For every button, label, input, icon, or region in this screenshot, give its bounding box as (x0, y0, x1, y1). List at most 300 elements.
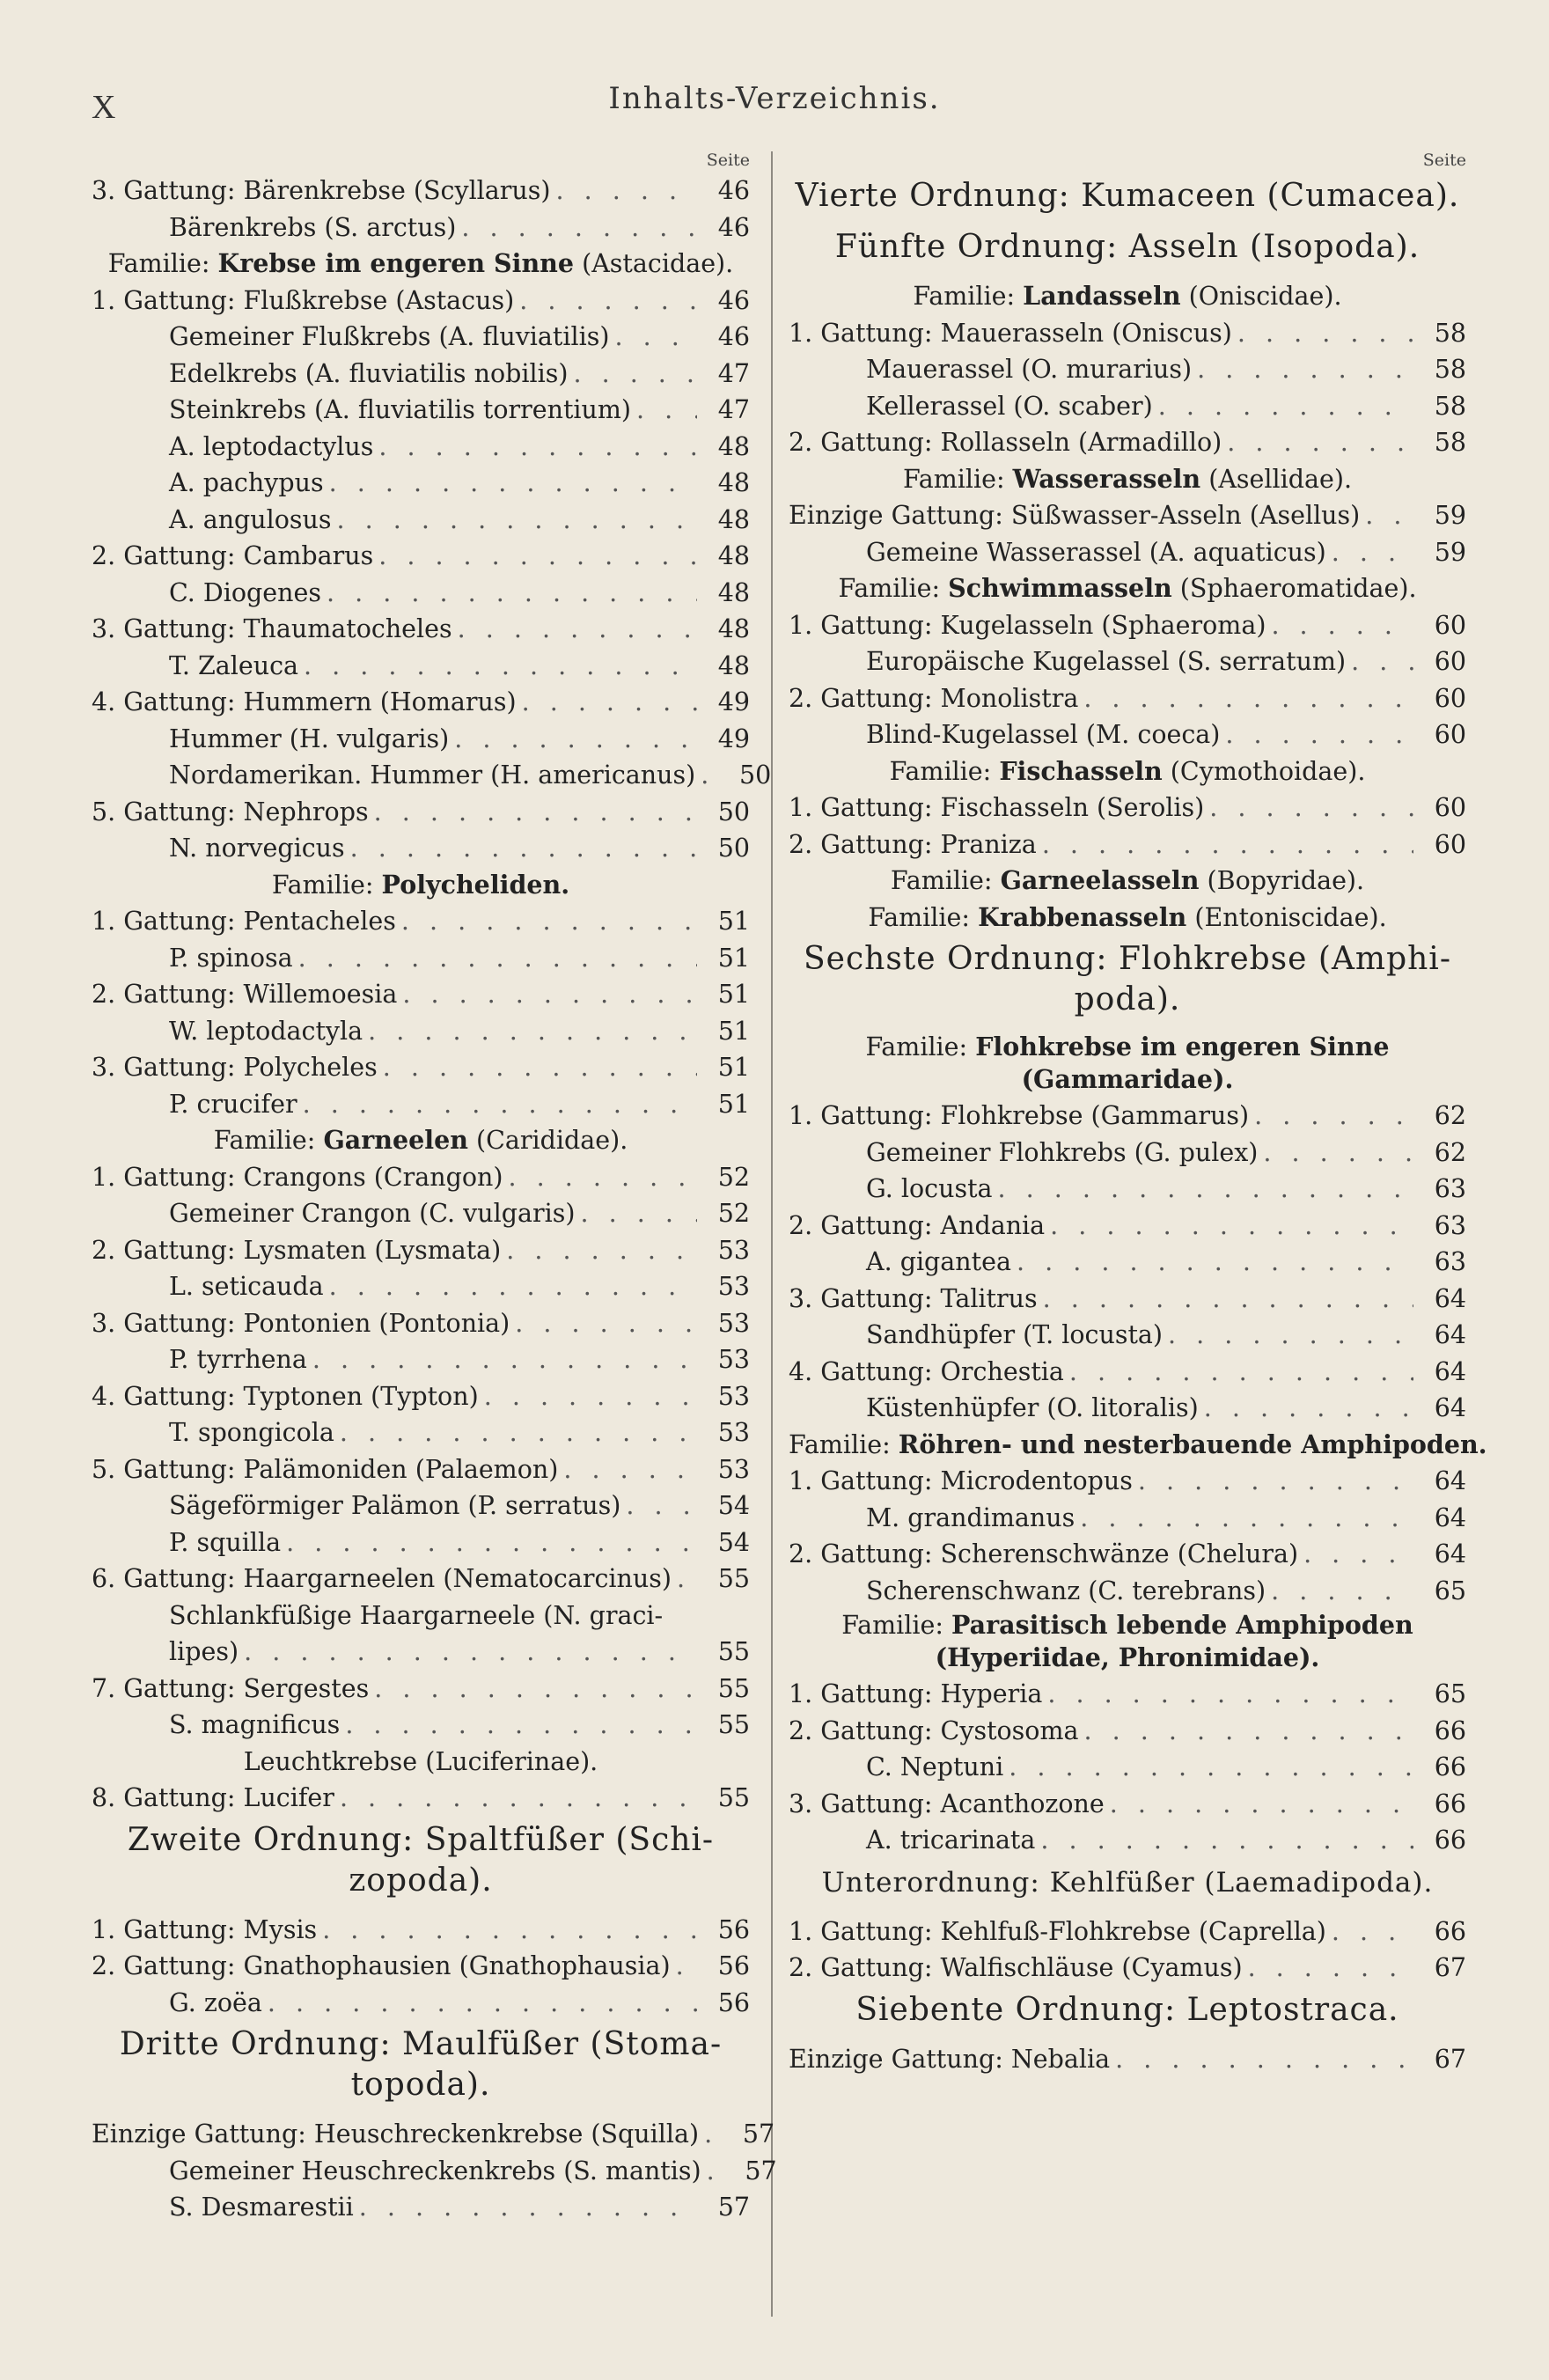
order-heading-line: Unterordnung: Kehlfüßer (Laemadipoda). (821, 1866, 1434, 1899)
entry-page-number: 63 (1434, 1210, 1466, 1240)
dot-leader (1197, 351, 1413, 388)
entry-page-number: 67 (1434, 2044, 1466, 2074)
genus-entry (789, 1786, 1466, 1823)
species-entry (92, 209, 750, 246)
genus-entry (789, 424, 1466, 461)
entry-page-number: 51 (717, 907, 750, 936)
entry-text: 2. Gattung: Cystosoma (789, 1715, 1079, 1745)
entry-page-number: 53 (717, 1454, 750, 1484)
family-prefix: Familie: (868, 902, 979, 932)
dot-leader (1271, 1573, 1413, 1610)
entry-text: P. crucifer (169, 1089, 297, 1119)
entry-text: 3. Gattung: Thaumatocheles (92, 614, 452, 643)
entry-text: Edelkrebs (A. fluviatilis nobilis) (169, 358, 569, 388)
entry-text: Sandhüpfer (T. locusta) (866, 1320, 1164, 1349)
dot-leader (1225, 716, 1413, 753)
family-prefix: Familie: (213, 1126, 324, 1155)
species-entry (92, 1013, 750, 1050)
entry-page-number: 50 (717, 834, 750, 863)
species-entry (92, 429, 750, 466)
family-name: Garneelen (323, 1125, 468, 1155)
dot-leader (701, 757, 718, 794)
dot-leader (1227, 424, 1413, 461)
genus-entry (789, 1914, 1466, 1950)
species-entry (789, 1171, 1466, 1208)
family-heading (92, 246, 750, 283)
entry-text: P. squilla (169, 1527, 282, 1557)
family-heading (92, 1122, 750, 1159)
family-latin-name: (Carididae). (467, 1126, 628, 1155)
species-entry (92, 392, 750, 429)
entry-page-number: 62 (1434, 1137, 1466, 1167)
entry-page-number: 54 (717, 1527, 750, 1557)
order-heading-line: Dritte Ordnung: Maulfüßer (Stoma- (119, 2026, 723, 2062)
family-heading (92, 867, 750, 904)
order-heading-line: Vierte Ordnung: Kumaceen (Cumacea). (795, 178, 1460, 214)
entry-page-number: 51 (717, 1016, 750, 1046)
dot-leader (677, 1561, 697, 1598)
genus-entry (92, 538, 750, 575)
entry-page-number: 60 (1434, 720, 1466, 749)
entry-text: 3. Gattung: Talitrus (789, 1283, 1038, 1313)
entry-text: Einzige Gattung: Nebalia (789, 2044, 1111, 2074)
order-heading-line: Siebente Ordnung: Leptostraca. (855, 1991, 1399, 2028)
dot-leader (676, 1948, 697, 1985)
entry-page-number: 58 (1434, 318, 1466, 348)
entry-page-number: 60 (1434, 683, 1466, 713)
family-name: Schwimmasseln (948, 573, 1172, 603)
order-heading (789, 227, 1466, 273)
family-heading (789, 1609, 1466, 1676)
dot-leader (340, 1414, 697, 1451)
entry-page-number: 66 (1434, 1715, 1466, 1745)
family-name: Wasserasseln (1012, 463, 1201, 494)
genus-entry (92, 1305, 750, 1342)
entry-text: A. tricarinata (866, 1825, 1036, 1855)
species-entry (789, 1749, 1466, 1786)
entry-text: 2. Gattung: Praniza (789, 829, 1037, 859)
dot-leader (368, 1013, 697, 1050)
entry-text: 3. Gattung: Polycheles (92, 1053, 378, 1082)
genus-entry (92, 1451, 750, 1488)
family-prefix: Familie: (841, 1611, 951, 1640)
family-latin-name: (Gammaridae). (1021, 1064, 1234, 1094)
entry-text: Blind-Kugelassel (M. coeca) (866, 720, 1221, 749)
entry-text: 5. Gattung: Nephrops (92, 797, 369, 826)
dot-leader (626, 1488, 697, 1524)
genus-entry (789, 790, 1466, 826)
order-heading (789, 939, 1466, 1025)
dot-leader (1040, 1822, 1413, 1859)
entry-page-number: 53 (717, 1272, 750, 1301)
species-entry (92, 575, 750, 612)
species-entry (789, 643, 1466, 680)
dot-leader (374, 1671, 697, 1708)
entry-text: Einzige Gattung: Heuschreckenkrebse (Squilla) (92, 2119, 700, 2149)
entry-text: A. angulosus (169, 504, 332, 534)
entry-text: Hummer (H. vulgaris) (169, 724, 450, 753)
species-entry (92, 1985, 750, 2022)
entry-text: Steinkrebs (A. fluviatilis torrentium) (169, 395, 632, 424)
dot-leader (509, 1159, 697, 1196)
dot-leader (327, 575, 697, 612)
entry-page-number: 59 (1434, 501, 1466, 530)
dot-leader (1080, 1500, 1413, 1537)
species-entry (789, 1317, 1466, 1354)
family-prefix: Familie: (902, 464, 1013, 494)
dot-leader (298, 940, 697, 977)
dot-leader (303, 1086, 697, 1123)
entry-text: 1. Gattung: Pentacheles (92, 907, 396, 936)
entry-text: Gemeine Wasserassel (A. aquaticus) (866, 537, 1326, 567)
order-heading-line: Sechste Ordnung: Flohkrebse (Amphi- (804, 941, 1451, 977)
entry-page-number: 55 (717, 1564, 750, 1593)
genus-entry (789, 315, 1466, 352)
entry-page-number: 60 (1434, 610, 1466, 640)
entry-text: T. Zaleuca (169, 650, 299, 680)
entry-text: 5. Gattung: Palämoniden (Palaemon) (92, 1454, 559, 1484)
entry-page-number: 51 (717, 1053, 750, 1082)
entry-text: 3. Gattung: Pontonien (Pontonia) (92, 1308, 510, 1338)
dot-leader (304, 648, 697, 685)
dot-leader (1365, 497, 1413, 534)
entry-page-number: 48 (717, 431, 750, 461)
entry-page-number: 64 (1434, 1466, 1466, 1495)
genus-entry (789, 1098, 1466, 1135)
species-entry (789, 716, 1466, 753)
entry-text: 1. Gattung: Kugelasseln (Sphaeroma) (789, 610, 1266, 640)
genus-entry (789, 497, 1466, 534)
entry-text: 2. Gattung: Walfischläuse (Cyamus) (789, 1953, 1243, 1982)
entry-text: Kellerassel (O. scaber) (866, 391, 1153, 421)
right-column (789, 148, 1487, 2077)
entry-text: P. spinosa (169, 943, 293, 973)
entry-text: T. spongicola (169, 1418, 334, 1447)
entry-text: 2. Gattung: Andania (789, 1210, 1046, 1240)
entry-page-number: 64 (1434, 1393, 1466, 1422)
entry-page-number: 65 (1434, 1679, 1466, 1708)
entry-text: 4. Gattung: Orchestia (789, 1356, 1064, 1386)
entry-page-number: 48 (717, 614, 750, 643)
entry-text: 1. Gattung: Mauerasseln (Oniscus) (789, 318, 1232, 348)
family-latin-name: (Entoniscidae). (1186, 902, 1387, 932)
entry-page-number: 62 (1434, 1101, 1466, 1130)
entry-text: 2. Gattung: Scherenschwänze (Chelura) (789, 1539, 1299, 1568)
entry-text: 1. Gattung: Crangons (Crangon) (92, 1162, 503, 1192)
family-heading (789, 753, 1466, 790)
species-entry (789, 1390, 1466, 1427)
entry-page-number: 58 (1434, 428, 1466, 457)
dot-leader (378, 429, 697, 466)
entry-text: Gemeiner Crangon (C. vulgaris) (169, 1199, 576, 1228)
family-prefix: Familie: (889, 756, 1000, 786)
species-entry (789, 1500, 1466, 1537)
dot-leader (1017, 1244, 1413, 1281)
dot-leader (340, 1780, 697, 1817)
family-heading (789, 1427, 1487, 1464)
entry-text: Einzige Gattung: Süßwasser-Asseln (Asellus) (789, 501, 1361, 530)
genus-entry (92, 684, 750, 721)
genus-entry (789, 1713, 1466, 1750)
entry-page-number: 64 (1434, 1356, 1466, 1386)
dot-leader (268, 1985, 697, 2022)
order-heading-line: zopoda). (349, 1862, 493, 1899)
family-heading (789, 1031, 1466, 1098)
dot-leader (1138, 1463, 1413, 1500)
dot-leader (522, 684, 697, 721)
dot-leader (1332, 1914, 1413, 1950)
entry-text: S. Desmarestii (169, 2193, 354, 2222)
entry-text: 1. Gattung: Flußkrebse (Astacus) (92, 285, 515, 315)
family-name: Parasitisch lebende Amphipoden (951, 1610, 1413, 1640)
dot-leader (707, 2153, 724, 2190)
dot-leader (1263, 1135, 1413, 1172)
entry-text: A. leptodactylus (169, 431, 374, 461)
species-entry (92, 356, 750, 393)
species-entry (92, 1524, 750, 1561)
entry-page-number: 55 (717, 1637, 750, 1666)
entry-page-number: 64 (1434, 1502, 1466, 1532)
dot-leader (1168, 1317, 1413, 1354)
entry-page-number: 57 (717, 2193, 750, 2222)
dot-leader (1083, 680, 1413, 717)
entry-text: Bärenkrebs (S. arctus) (169, 212, 457, 242)
genus-entry (92, 1912, 750, 1949)
dot-leader (556, 173, 697, 209)
running-title: Inhalts-Verzeichnis. (608, 81, 941, 116)
dot-leader (458, 611, 697, 648)
entry-text: Sägeförmiger Palämon (P. serratus) (169, 1491, 621, 1520)
dot-leader (1332, 534, 1413, 571)
entry-text: S. magnificus (169, 1710, 341, 1739)
entry-page-number: 46 (717, 176, 750, 205)
genus-entry (92, 1049, 750, 1086)
entry-page-number: 53 (717, 1381, 750, 1411)
genus-entry (92, 1159, 750, 1196)
entry-page-number: 63 (1434, 1174, 1466, 1203)
dot-leader (401, 903, 697, 940)
order-heading (789, 176, 1466, 222)
column-divider (771, 151, 773, 2317)
order-heading (92, 1820, 750, 1906)
family-prefix: Familie: (271, 870, 382, 900)
entry-page-number: 58 (1434, 355, 1466, 384)
dot-leader (519, 283, 697, 320)
entry-page-number: 66 (1434, 1825, 1466, 1855)
entry-text: M. grandimanus (866, 1502, 1075, 1532)
entry-text: 1. Gattung: Flohkrebse (Gammarus) (789, 1101, 1250, 1130)
dot-leader (359, 2189, 697, 2226)
family-name: Fischasseln (999, 755, 1163, 786)
genus-entry (92, 1671, 750, 1708)
entry-page-number: 64 (1434, 1539, 1466, 1568)
entry-page-number: 52 (717, 1162, 750, 1192)
dot-leader (1047, 1676, 1413, 1713)
entry-text: 4. Gattung: Hummern (Homarus) (92, 687, 517, 716)
species-entry (92, 2153, 777, 2190)
entry-text: L. seticauda (169, 1272, 324, 1301)
species-entry (92, 1488, 750, 1524)
dot-leader (345, 1707, 697, 1744)
species-entry (789, 351, 1466, 388)
dot-leader (322, 1912, 697, 1949)
dot-leader (1042, 826, 1413, 863)
entry-text: Gemeiner Flohkrebs (G. pulex) (866, 1137, 1259, 1167)
dot-leader (1351, 643, 1413, 680)
entry-page-number: 48 (717, 504, 750, 534)
entry-page-number: 48 (717, 468, 750, 497)
entry-page-number: 47 (717, 358, 750, 388)
family-latin-name: (Hyperiidae, Phronimidae). (935, 1642, 1320, 1672)
entry-page-number: 46 (717, 212, 750, 242)
entry-text: 2. Gattung: Willemoesia (92, 980, 398, 1009)
family-prefix: Familie: (865, 1032, 976, 1061)
entry-text: 8. Gattung: Lucifer (92, 1783, 334, 1812)
family-latin-name: (Astacidae). (574, 249, 734, 278)
family-heading (92, 1744, 750, 1781)
family-name: Krabbenasseln (978, 901, 1187, 932)
genus-entry (789, 607, 1466, 644)
genus-entry (789, 826, 1466, 863)
family-name: Krebse im engeren Sinne (217, 248, 575, 278)
entry-page-number: 60 (1434, 793, 1466, 822)
family-name: Leuchtkrebse (Luciferinae). (243, 1746, 598, 1776)
genus-entry (92, 903, 750, 940)
entry-page-number: 55 (717, 1710, 750, 1739)
order-heading-line: Fünfte Ordnung: Asseln (Isopoda). (834, 229, 1421, 265)
species-entry (92, 1634, 750, 1671)
genus-entry (789, 1463, 1466, 1500)
order-heading (789, 1990, 1466, 2036)
order-heading-line: poda). (1074, 981, 1181, 1017)
entry-page-number: 50 (738, 760, 772, 790)
entry-text: 1. Gattung: Microdentopus (789, 1466, 1133, 1495)
genus-entry (92, 1378, 750, 1415)
entry-page-number: 64 (1434, 1283, 1466, 1313)
dot-leader (454, 721, 697, 758)
dot-leader (1209, 790, 1413, 826)
entry-text: 1. Gattung: Fischasseln (Serolis) (789, 793, 1205, 822)
family-name: Polycheliden. (381, 869, 570, 900)
species-entry (92, 757, 772, 794)
entry-text: 1. Gattung: Hyperia (789, 1679, 1043, 1708)
entry-text: Scherenschwanz (C. terebrans) (866, 1576, 1266, 1605)
dot-leader (1248, 1950, 1413, 1987)
entry-page-number: 58 (1434, 391, 1466, 421)
dot-leader (329, 465, 697, 502)
family-prefix: Familie: (838, 574, 949, 603)
entry-page-number: 64 (1434, 1320, 1466, 1349)
species-entry (789, 1135, 1466, 1172)
entry-text: C. Neptuni (866, 1752, 1004, 1781)
dot-leader (1110, 1786, 1413, 1823)
species-entry (92, 721, 750, 758)
genus-entry (92, 1232, 750, 1269)
entry-text: C. Diogenes (169, 577, 321, 607)
entry-page-number: 48 (717, 650, 750, 680)
dot-leader (573, 356, 697, 393)
entry-page-number: 56 (717, 1987, 750, 2017)
species-entry (92, 1086, 750, 1123)
species-entry (789, 1573, 1466, 1610)
entry-text: lipes) (169, 1637, 239, 1666)
genus-entry (789, 1950, 1466, 1987)
order-heading (789, 1862, 1466, 1908)
page-column-heading: Seite (1422, 151, 1466, 170)
genus-entry (92, 2116, 775, 2153)
dot-leader (312, 1341, 697, 1378)
entry-page-number: 67 (1434, 1953, 1466, 1982)
dot-leader (1254, 1098, 1413, 1135)
dot-leader (350, 830, 697, 867)
genus-entry (92, 1948, 750, 1985)
dot-leader (383, 1049, 697, 1086)
family-prefix: Familie: (890, 866, 1001, 895)
entry-text: 1. Gattung: Kehlfuß-Flohkrebse (Caprella) (789, 1916, 1326, 1946)
genus-entry (92, 173, 750, 209)
species-entry (92, 648, 750, 685)
genus-entry (92, 611, 750, 648)
dot-leader (636, 392, 697, 429)
entry-text: Europäische Kugelassel (S. serratum) (866, 647, 1347, 676)
species-entry (92, 1268, 750, 1305)
entry-page-number: 47 (717, 395, 750, 424)
dot-leader (337, 502, 697, 539)
order-heading-line: topoda). (350, 2067, 491, 2103)
species-entry (92, 1598, 750, 1634)
entry-text: Schlankfüßige Haargarneele (N. graci- (169, 1600, 664, 1630)
family-heading (789, 461, 1466, 498)
dot-leader (1043, 1281, 1413, 1318)
entry-page-number: 66 (1434, 1752, 1466, 1781)
entry-text: N. norvegicus (169, 834, 345, 863)
genus-entry (789, 1536, 1466, 1573)
genus-entry (92, 1561, 750, 1598)
entry-page-number: 51 (717, 943, 750, 973)
entry-text: A. pachypus (169, 468, 324, 497)
species-entry (92, 940, 750, 977)
entry-text: 6. Gattung: Haargarneelen (Nematocarcinus) (92, 1564, 672, 1593)
family-heading (789, 900, 1466, 937)
entry-text: Mauerassel (O. murarius) (866, 355, 1193, 384)
dot-leader (1115, 2041, 1413, 2078)
family-latin-name: (Asellidae). (1200, 464, 1353, 494)
genus-entry (789, 1676, 1466, 1713)
entry-text: 3. Gattung: Acanthozone (789, 1789, 1105, 1818)
family-name: Flohkrebse im engeren Sinne (975, 1032, 1390, 1061)
dot-leader (563, 1451, 697, 1488)
entry-page-number: 66 (1434, 1916, 1466, 1946)
genus-entry (789, 1208, 1466, 1245)
genus-entry (92, 976, 750, 1013)
order-heading (92, 2024, 750, 2111)
entry-page-number: 46 (717, 322, 750, 351)
entry-page-number: 49 (717, 724, 750, 753)
dot-leader (329, 1268, 697, 1305)
entry-page-number: 56 (717, 1951, 750, 1980)
species-entry (92, 1195, 750, 1232)
entry-page-number: 66 (1434, 1789, 1466, 1818)
entry-page-number: 57 (742, 2119, 775, 2149)
family-latin-name: (Sphaeromatidae). (1171, 574, 1417, 603)
entry-page-number: 52 (717, 1199, 750, 1228)
entry-text: Gemeiner Heuschreckenkrebs (S. mantis) (169, 2156, 701, 2185)
entry-page-number: 53 (717, 1418, 750, 1447)
dot-leader (461, 209, 697, 246)
family-prefix: Familie: (789, 1429, 899, 1459)
entry-page-number: 60 (1434, 647, 1466, 676)
entry-page-number: 63 (1434, 1247, 1466, 1276)
